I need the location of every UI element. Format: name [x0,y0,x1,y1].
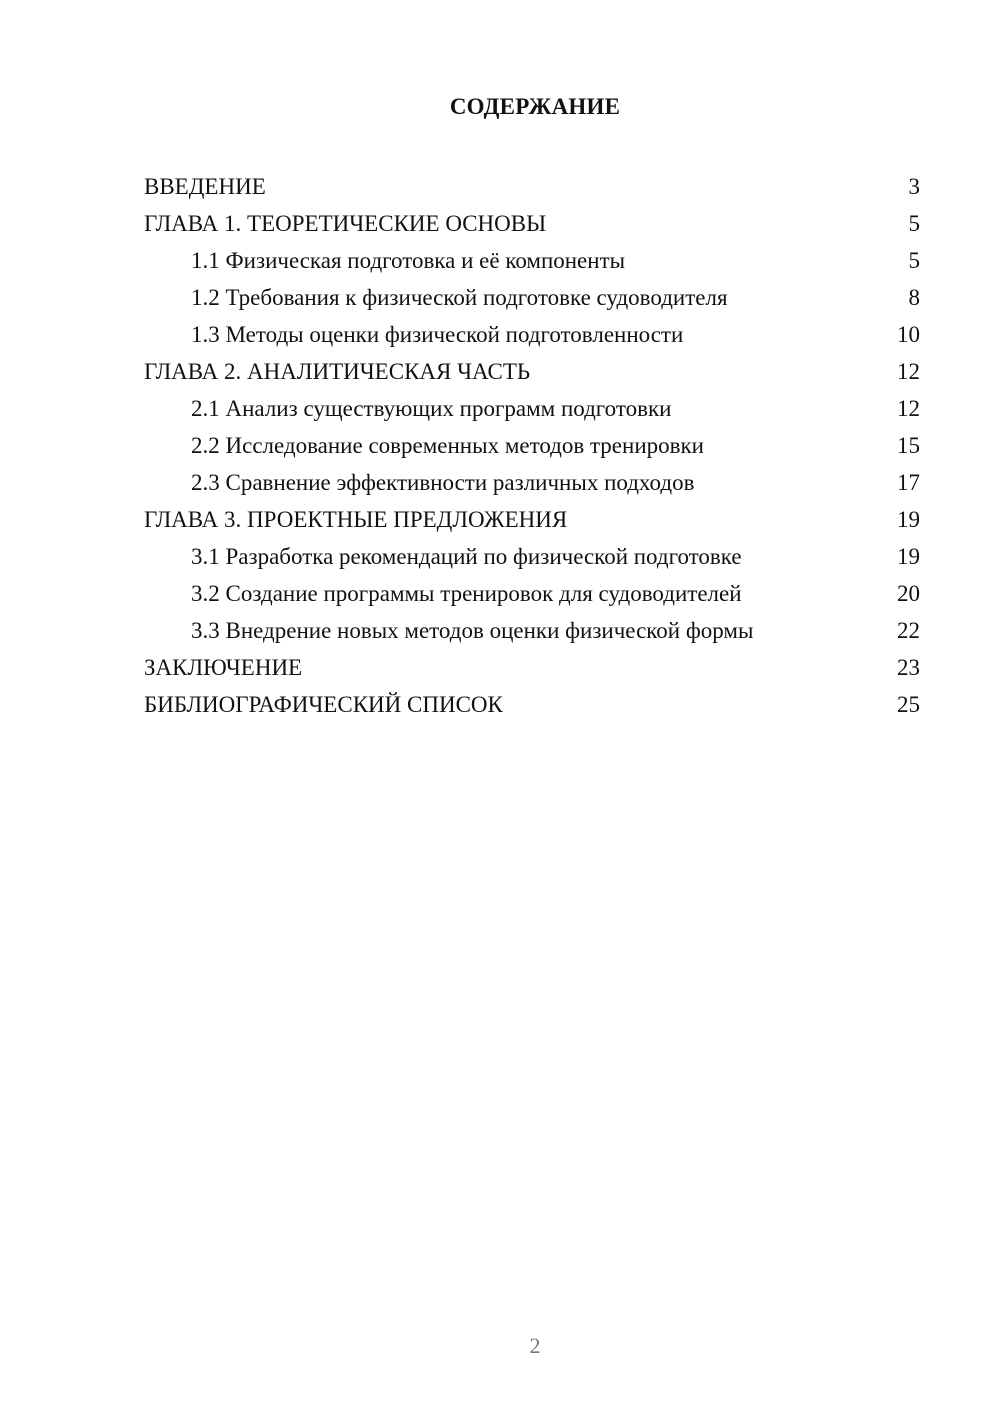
toc-entry-page: 15 [897,433,920,458]
toc-entry-label: 2.3 Сравнение эффективности различных подходов [191,470,695,495]
toc-entry-label: БИБЛИОГРАФИЧЕСКИЙ СПИСОК [144,692,503,717]
toc-entry-section-1-1 [144,242,920,279]
toc-entry-page: 12 [897,396,920,421]
toc-entry-label: 1.1 Физическая подготовка и её компоненты [191,248,626,273]
toc-entry-page: 23 [897,655,920,680]
toc-entry-page: 10 [897,322,920,347]
toc-entry-section-3-3 [144,612,920,649]
toc-entry-page: 5 [908,248,920,273]
toc-entry-label: 3.1 Разработка рекомендаций по физической подготовке [191,544,742,569]
toc-entry-page: 3 [908,174,920,199]
toc-entry-label: ГЛАВА 2. АНАЛИТИЧЕСКАЯ ЧАСТЬ [144,359,531,384]
toc-entry-page: 17 [897,470,920,495]
toc-entry-page: 19 [897,544,920,569]
toc-entry-conclusion [144,649,920,686]
toc-entry-label: 2.2 Исследование современных методов тренировки [191,433,704,458]
toc-entry-label: ГЛАВА 3. ПРОЕКТНЫЕ ПРЕДЛОЖЕНИЯ [144,507,568,532]
page-number: 2 [529,1333,541,1358]
toc-entry-page: 8 [908,285,920,310]
toc-entry-section-2-1 [144,390,920,427]
page-title: СОДЕРЖАНИЕ [449,94,621,119]
toc-entry-section-3-2 [144,575,920,612]
toc-entry-label: 2.1 Анализ существующих программ подготовки [191,396,672,421]
toc-entry-page: 25 [897,692,920,717]
toc-entry-section-1-2 [144,279,920,316]
toc-entry-page: 5 [908,211,920,236]
toc-entry-label: 3.3 Внедрение новых методов оценки физической формы [191,618,754,643]
toc-entry-label: 1.2 Требования к физической подготовке судоводителя [191,285,728,310]
toc-entry-section-3-1 [144,538,920,575]
toc-entry-label: 3.2 Создание программы тренировок для судоводителей [191,581,742,606]
toc-entry-label: ЗАКЛЮЧЕНИЕ [144,655,303,680]
toc-entry-introduction [144,168,920,205]
toc-entry-page: 20 [897,581,920,606]
toc-entry-chapter-3 [144,501,920,538]
toc-entry-bibliography [144,686,920,723]
toc-entry-page: 19 [897,507,920,532]
toc-entry-page: 22 [897,618,920,643]
toc-entry-label: ВВЕДЕНИЕ [144,174,266,199]
toc-entry-chapter-1 [144,205,920,242]
toc-entry-label: 1.3 Методы оценки физической подготовленности [191,322,684,347]
toc-entry-page: 12 [897,359,920,384]
toc-entry-chapter-2 [144,353,920,390]
toc-entry-section-2-3 [144,464,920,501]
toc-entry-label: ГЛАВА 1. ТЕОРЕТИЧЕСКИЕ ОСНОВЫ [144,211,547,236]
toc-entry-section-2-2 [144,427,920,464]
table-of-contents [144,168,920,723]
toc-entry-section-1-3 [144,316,920,353]
